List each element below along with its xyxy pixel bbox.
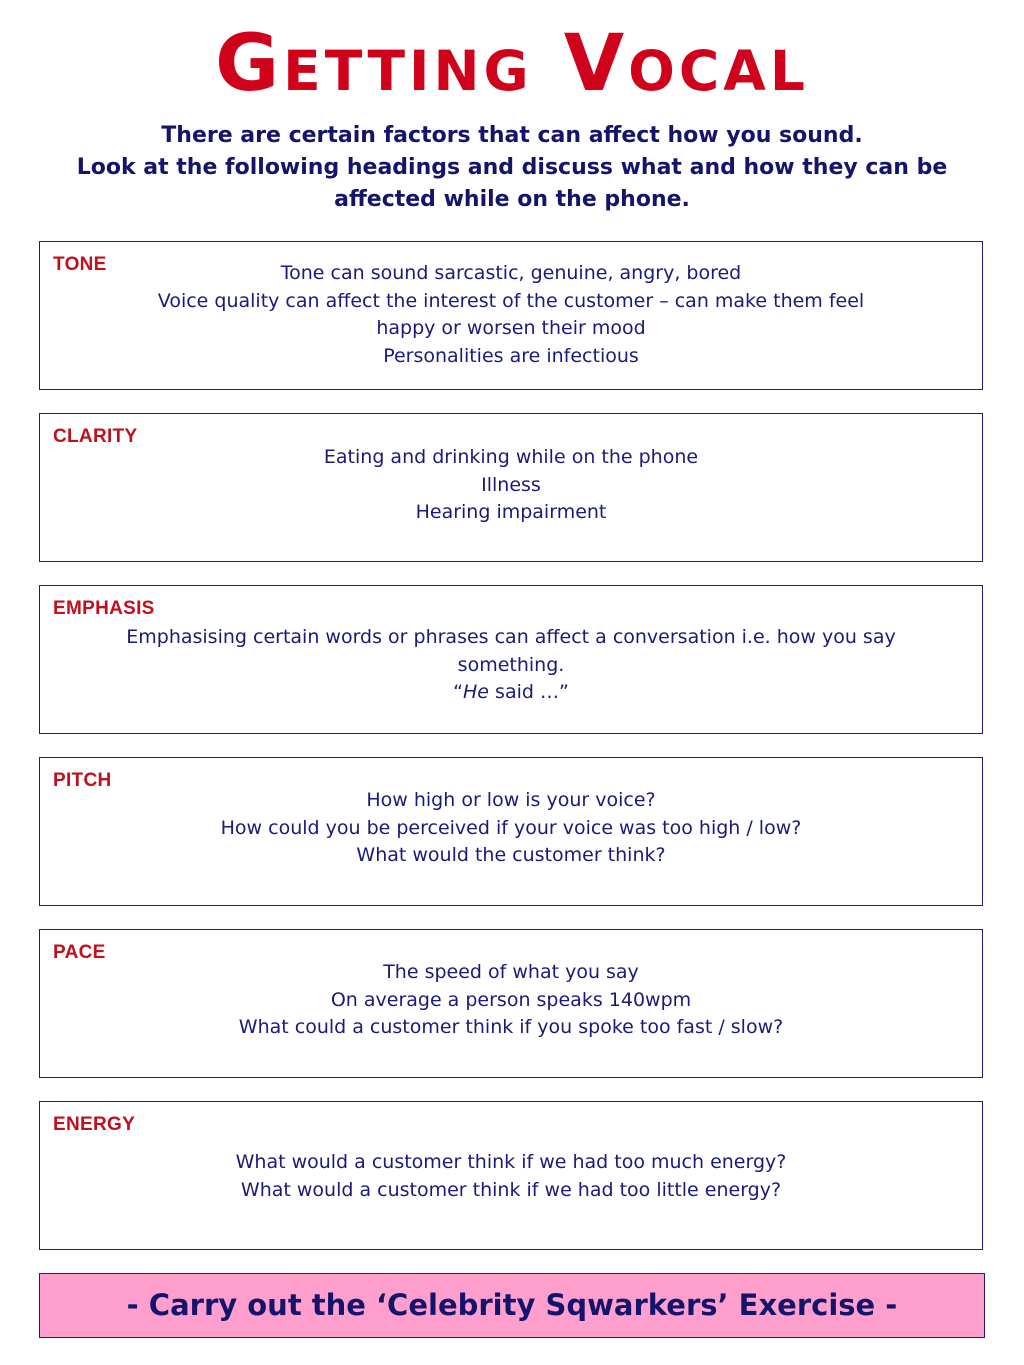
section-line: What would a customer think if we had too much energy? [235,1151,787,1173]
section-body [60,444,962,527]
page-title: Getting Vocal [215,19,809,109]
intro-line: Look at the following headings and discuss what and how they can be [76,155,948,180]
intro-text [40,120,984,216]
section-pitch [39,757,983,906]
section-heading: ENERGY [53,1114,136,1135]
section-line: something. [457,653,565,676]
section-tone [39,241,983,390]
section-line: Eating and drinking while on the phone [323,446,699,468]
section-pace [39,929,983,1078]
section-energy [39,1101,983,1250]
section-body [60,787,962,870]
section-heading: PITCH [53,770,112,791]
section-heading: EMPHASIS [53,598,155,619]
section-body [60,624,962,707]
quote-open: “ [453,681,464,703]
exercise-banner: - Carry out the ‘Celebrity Sqwarkers’ Exercise - [39,1273,985,1338]
quote-emphasis: He [463,681,489,703]
section-line: The speed of what you say [383,961,639,983]
section-heading: TONE [53,254,107,275]
section-line: Personalities are infectious [383,344,639,367]
section-line: Hearing impairment [415,501,607,523]
intro-line: affected while on the phone. [334,187,690,212]
section-body [60,1149,962,1204]
section-line: What would the customer think? [356,844,666,866]
section-line: Emphasising certain words or phrases can affect a conversation i.e. how you say [126,626,896,648]
section-clarity [39,413,983,562]
section-body [60,260,962,370]
section-emphasis [39,585,983,734]
section-line: Illness [481,473,541,496]
section-line: How could you be perceived if your voice was too high / low? [220,816,802,839]
intro-line: There are certain factors that can affect how you sound. [161,123,863,148]
section-line: What would a customer think if we had too little energy? [240,1178,782,1201]
section-heading: CLARITY [53,426,138,447]
section-heading: PACE [53,942,106,963]
quote-line [60,679,962,707]
section-body [60,959,962,1042]
section-line: How high or low is your voice? [366,789,656,811]
section-line: On average a person speaks 140wpm [330,988,692,1011]
section-line: What could a customer think if you spoke too fast / slow? [238,1016,784,1038]
quote-rest: said …” [489,681,569,703]
section-line: happy or worsen their mood [376,317,646,339]
section-line: Voice quality can affect the interest of the customer – can make them feel [157,289,865,312]
section-line: Tone can sound sarcastic, genuine, angry, bored [280,262,742,284]
